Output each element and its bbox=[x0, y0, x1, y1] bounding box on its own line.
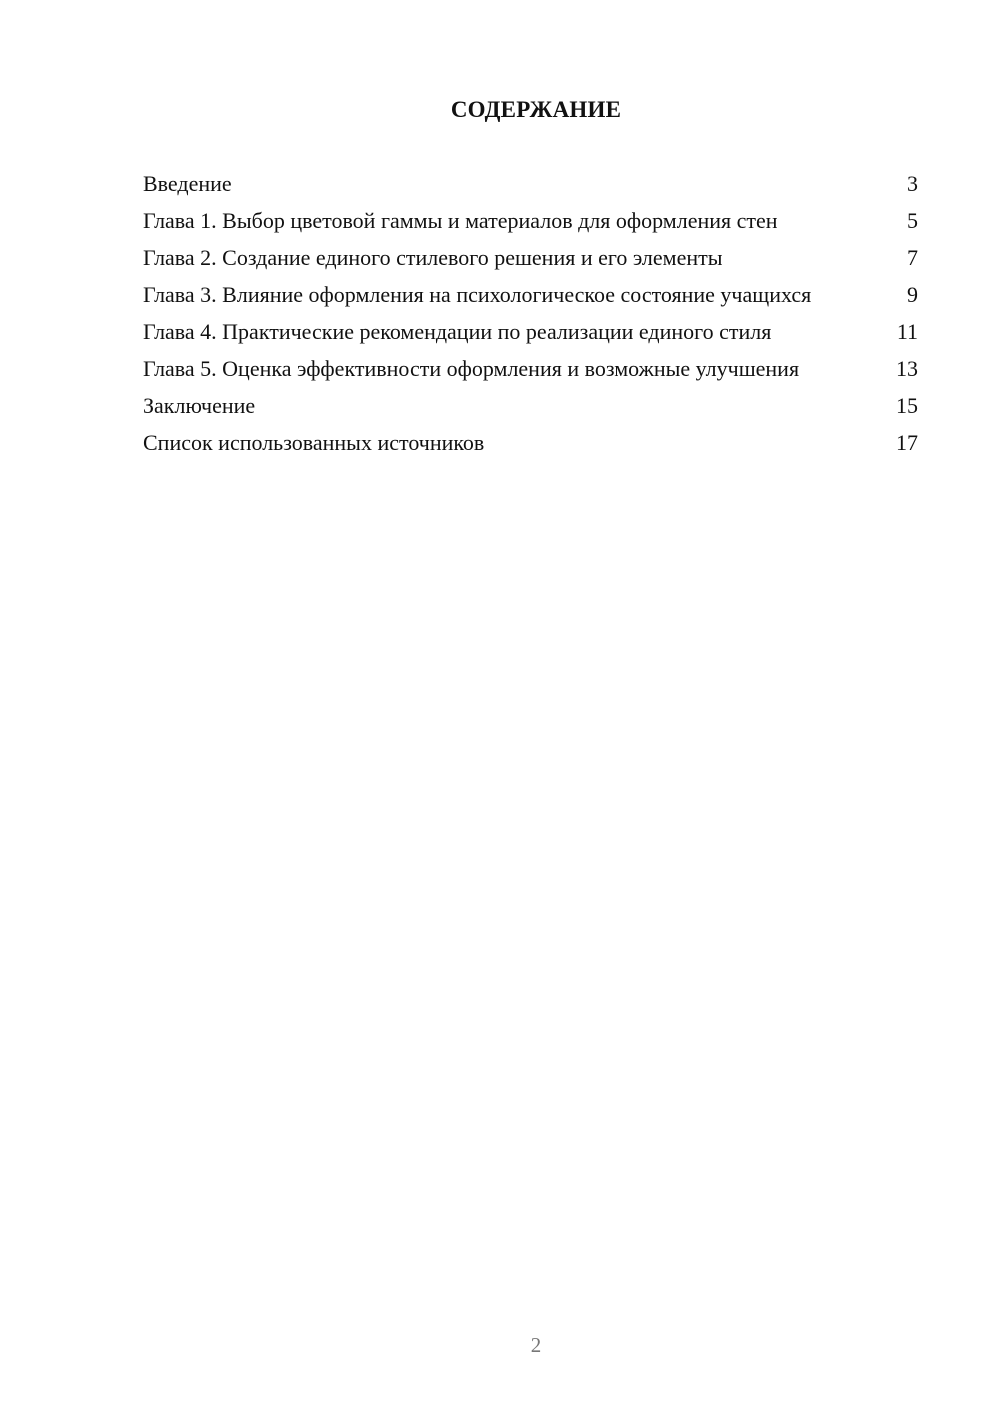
toc-entry-page: 5 bbox=[907, 208, 918, 233]
toc-entry-chapter-5[interactable] bbox=[143, 355, 918, 382]
toc-entry-title: Глава 2. Создание единого стилевого решения и его элементы bbox=[143, 245, 723, 270]
table-of-contents bbox=[143, 170, 918, 466]
toc-entry-page: 3 bbox=[907, 171, 918, 196]
toc-entry-conclusion[interactable] bbox=[143, 392, 918, 419]
toc-entry-page: 7 bbox=[907, 245, 918, 270]
toc-entry-title: Глава 3. Влияние оформления на психологическое состояние учащихся bbox=[143, 282, 812, 307]
toc-entry-chapter-1[interactable] bbox=[143, 207, 918, 234]
toc-entry-chapter-4[interactable] bbox=[143, 318, 918, 345]
toc-entry-references[interactable] bbox=[143, 429, 918, 456]
toc-entry-title: Глава 5. Оценка эффективности оформления и возможные улучшения bbox=[143, 356, 800, 381]
toc-entry-title: Заключение bbox=[143, 393, 256, 418]
toc-entry-introduction[interactable] bbox=[143, 170, 918, 197]
toc-entry-page: 11 bbox=[896, 319, 918, 344]
toc-entry-page: 17 bbox=[896, 430, 918, 455]
toc-entry-page: 9 bbox=[907, 282, 918, 307]
toc-entry-page: 13 bbox=[896, 356, 918, 381]
toc-entry-chapter-2[interactable] bbox=[143, 244, 918, 271]
toc-entry-page: 15 bbox=[896, 393, 918, 418]
page-number: 2 bbox=[530, 1333, 542, 1357]
toc-entry-title: Глава 4. Практические рекомендации по реализации единого стиля bbox=[143, 319, 772, 344]
toc-entry-chapter-3[interactable] bbox=[143, 281, 918, 308]
toc-entry-title: Глава 1. Выбор цветовой гаммы и материалов для оформления стен bbox=[143, 208, 778, 233]
toc-entry-title: Список использованных источников bbox=[143, 430, 485, 455]
toc-entry-title: Введение bbox=[143, 171, 232, 196]
toc-heading: СОДЕРЖАНИЕ bbox=[450, 97, 622, 122]
